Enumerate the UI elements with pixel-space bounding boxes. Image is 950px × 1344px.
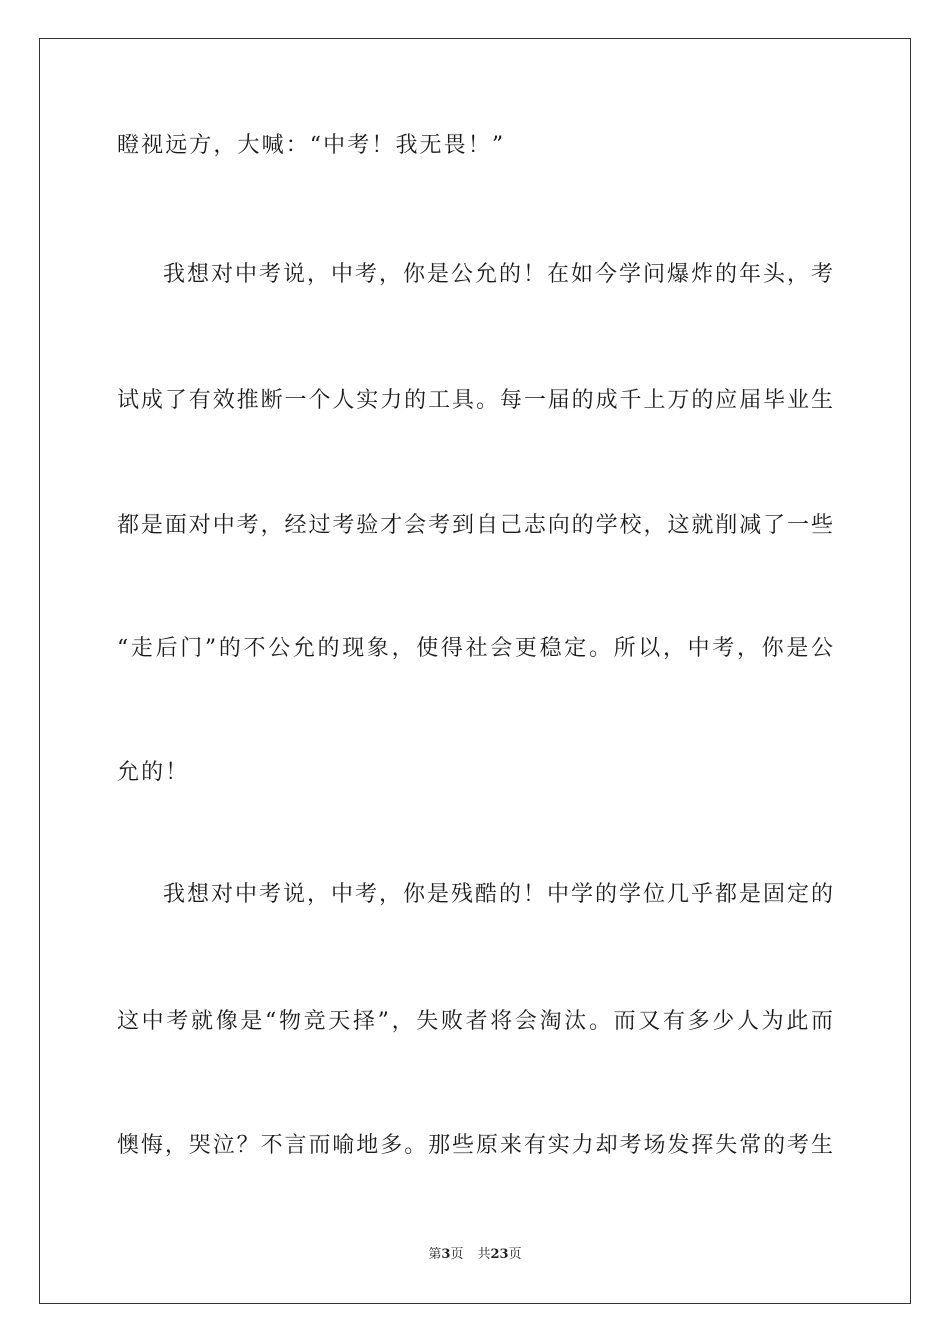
text-line-5: “走后门”的不公允的现象，使得社会更稳定。所以，中考，你是公: [117, 636, 833, 661]
text-line-8: 这中考就像是“物竞天择”，失败者将会淘汰。而又有多少人为此而: [117, 1009, 833, 1034]
footer-page-suffix: 页: [450, 1247, 464, 1262]
text-line-2: 我想对中考说，中考，你是公允的！在如今学问爆炸的年头，考: [163, 262, 833, 287]
text-line-1: 瞪视远方，大喊：“中考！我无畏！”: [117, 133, 506, 158]
text-line-4: 都是面对中考，经过考验才会考到自己志向的学校，这就削减了一些: [117, 513, 833, 538]
text-line-7: 我想对中考说，中考，你是残酷的！中学的学位几乎都是固定的: [163, 882, 833, 907]
footer-total-suffix: 页: [508, 1247, 522, 1262]
text-line-9: 懊悔，哭泣？不言而喻地多。那些原来有实力却考场发挥失常的考生: [117, 1133, 833, 1158]
page-border: [39, 38, 911, 1304]
footer-page-prefix: 第: [428, 1247, 442, 1262]
text-line-3: 试成了有效推断一个人实力的工具。每一届的成千上万的应届毕业生: [117, 388, 833, 413]
text-line-6: 允的！: [117, 760, 190, 785]
footer-total-prefix: 共: [477, 1247, 491, 1262]
page-footer: [0, 1246, 950, 1264]
footer-page-number: 3: [441, 1247, 451, 1262]
footer-total-pages: 23: [490, 1247, 509, 1262]
